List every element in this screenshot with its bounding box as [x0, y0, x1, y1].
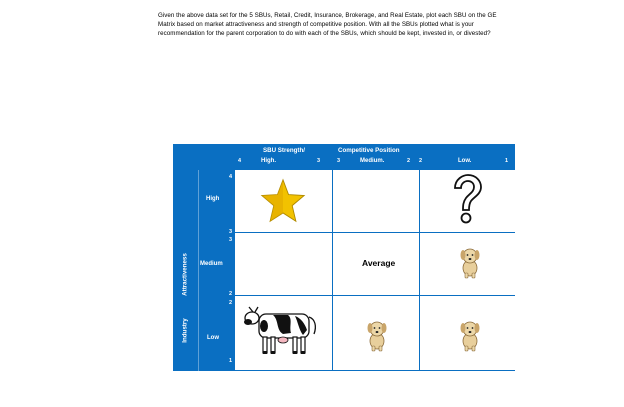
col-medium-label: Medium.	[360, 158, 385, 164]
col-high-num-left: 4	[238, 158, 242, 164]
row-medium-num-bottom: 2	[229, 291, 233, 297]
question-text: Given the above data set for the 5 SBUs, Retail, Credit, Insurance, Brokerage, and Real Estate, plot each SBU on the GE Matrix based on market attractiveness and strength of competitive position. With all the SBUs plotted what is your recommendation for the parent corporation to do with each of the SBUs, which should be kept, invested in, or divested?	[158, 12, 497, 37]
col-low-num-left: 2	[419, 158, 423, 164]
cell-low-low	[420, 296, 515, 370]
col-high-num-right: 3	[317, 158, 321, 164]
row-high-num-top: 4	[229, 174, 233, 180]
dog-icon	[457, 245, 483, 279]
cell-high-medium	[333, 170, 419, 232]
cell-high-high	[235, 170, 332, 232]
ge-matrix	[173, 144, 515, 371]
row-low-num-top: 2	[229, 300, 233, 306]
cell-low-medium	[333, 296, 419, 370]
header-competitive-position: Competitive Position	[338, 147, 400, 154]
question-mark-icon	[450, 174, 484, 226]
dog-icon	[364, 318, 390, 352]
col-medium-num-right: 2	[407, 158, 411, 164]
col-medium-num-left: 3	[337, 158, 341, 164]
y-axis-label-industry: Industry	[181, 318, 189, 343]
row-high-label: High	[206, 196, 220, 202]
cell-high-low	[420, 170, 515, 232]
cell-medium-low	[420, 233, 515, 295]
col-low-label: Low.	[458, 158, 472, 164]
dog-icon	[457, 318, 483, 352]
y-axis-label-attractiveness: Attractiveness	[181, 253, 189, 296]
row-medium-label: Medium	[200, 261, 223, 267]
row-low-label: Low	[207, 335, 219, 341]
cell-medium-high	[235, 233, 332, 295]
row-medium-num-top: 3	[229, 237, 233, 243]
cell-medium-medium	[333, 233, 419, 295]
row-high-num-bottom: 3	[229, 229, 233, 235]
cell-low-high	[235, 296, 332, 370]
row-low-num-bottom: 1	[229, 358, 233, 364]
col-low-num-right: 1	[505, 158, 509, 164]
cow-icon	[243, 304, 323, 359]
col-high-label: High.	[261, 158, 276, 164]
star-icon	[260, 178, 306, 224]
header-strength: SBU Strength/	[263, 147, 305, 154]
average-label: Average	[362, 258, 396, 268]
divider	[198, 170, 199, 371]
